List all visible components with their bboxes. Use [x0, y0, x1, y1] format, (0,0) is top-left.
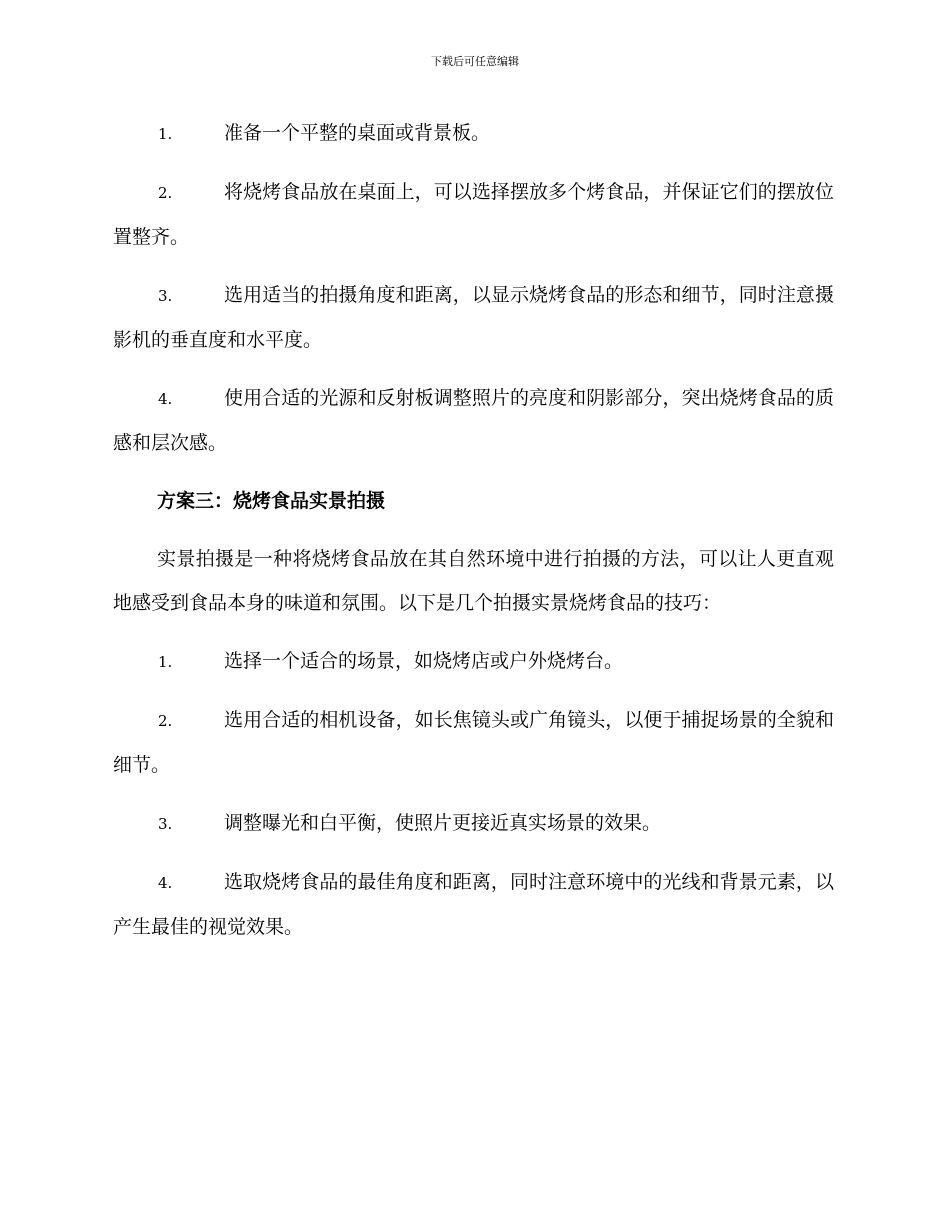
list-text: 将烧烤食品放在桌面上，可以选择摆放多个烤食品，并保证它们的摆放位置整齐。 — [113, 181, 834, 248]
list-text: 使用合适的光源和反射板调整照片的亮度和阴影部分，突出烧烤食品的质感和层次感。 — [113, 387, 834, 454]
list-number: 1. — [158, 653, 173, 671]
list-text: 选用适当的拍摄角度和距离，以显示烧烤食品的形态和细节，同时注意摄影机的垂直度和水平度。 — [113, 284, 834, 351]
list-item — [113, 170, 834, 259]
list-item — [113, 376, 834, 465]
list-text: 选用合适的相机设备，如长焦镜头或广角镜头，以便于捕捉场景的全貌和细节。 — [113, 709, 834, 776]
list-number: 3. — [158, 287, 173, 305]
list-number: 2. — [158, 712, 173, 730]
list-text: 选取烧烤食品的最佳角度和距离，同时注意环境中的光线和背景元素，以产生最佳的视觉效果。 — [113, 871, 834, 938]
list-item — [113, 801, 834, 846]
list-item — [113, 273, 834, 362]
section-intro: 实景拍摄是一种将烧烤食品放在其自然环境中进行拍摄的方法，可以让人更直观地感受到食品本身的味道和氛围。以下是几个拍摄实景烧烤食品的技巧： — [113, 548, 834, 614]
list-text: 选择一个适合的场景，如烧烤店或户外烧烤台。 — [224, 650, 624, 672]
list-number: 3. — [158, 815, 173, 833]
list-number: 1. — [158, 125, 173, 143]
list-item — [113, 860, 834, 949]
list-number: 4. — [158, 390, 173, 408]
list-number: 4. — [158, 874, 173, 892]
section-heading: 方案三：烧烤食品实景拍摄 — [157, 490, 386, 512]
document-body — [113, 111, 834, 963]
list-item — [113, 111, 834, 156]
page-header: 下载后可任意编辑 — [431, 55, 519, 68]
list-number: 2. — [158, 184, 173, 202]
list-item — [113, 639, 834, 684]
list-item — [113, 698, 834, 787]
list-text: 准备一个平整的桌面或背景板。 — [224, 122, 491, 144]
list-text: 调整曝光和白平衡，使照片更接近真实场景的效果。 — [224, 812, 662, 834]
